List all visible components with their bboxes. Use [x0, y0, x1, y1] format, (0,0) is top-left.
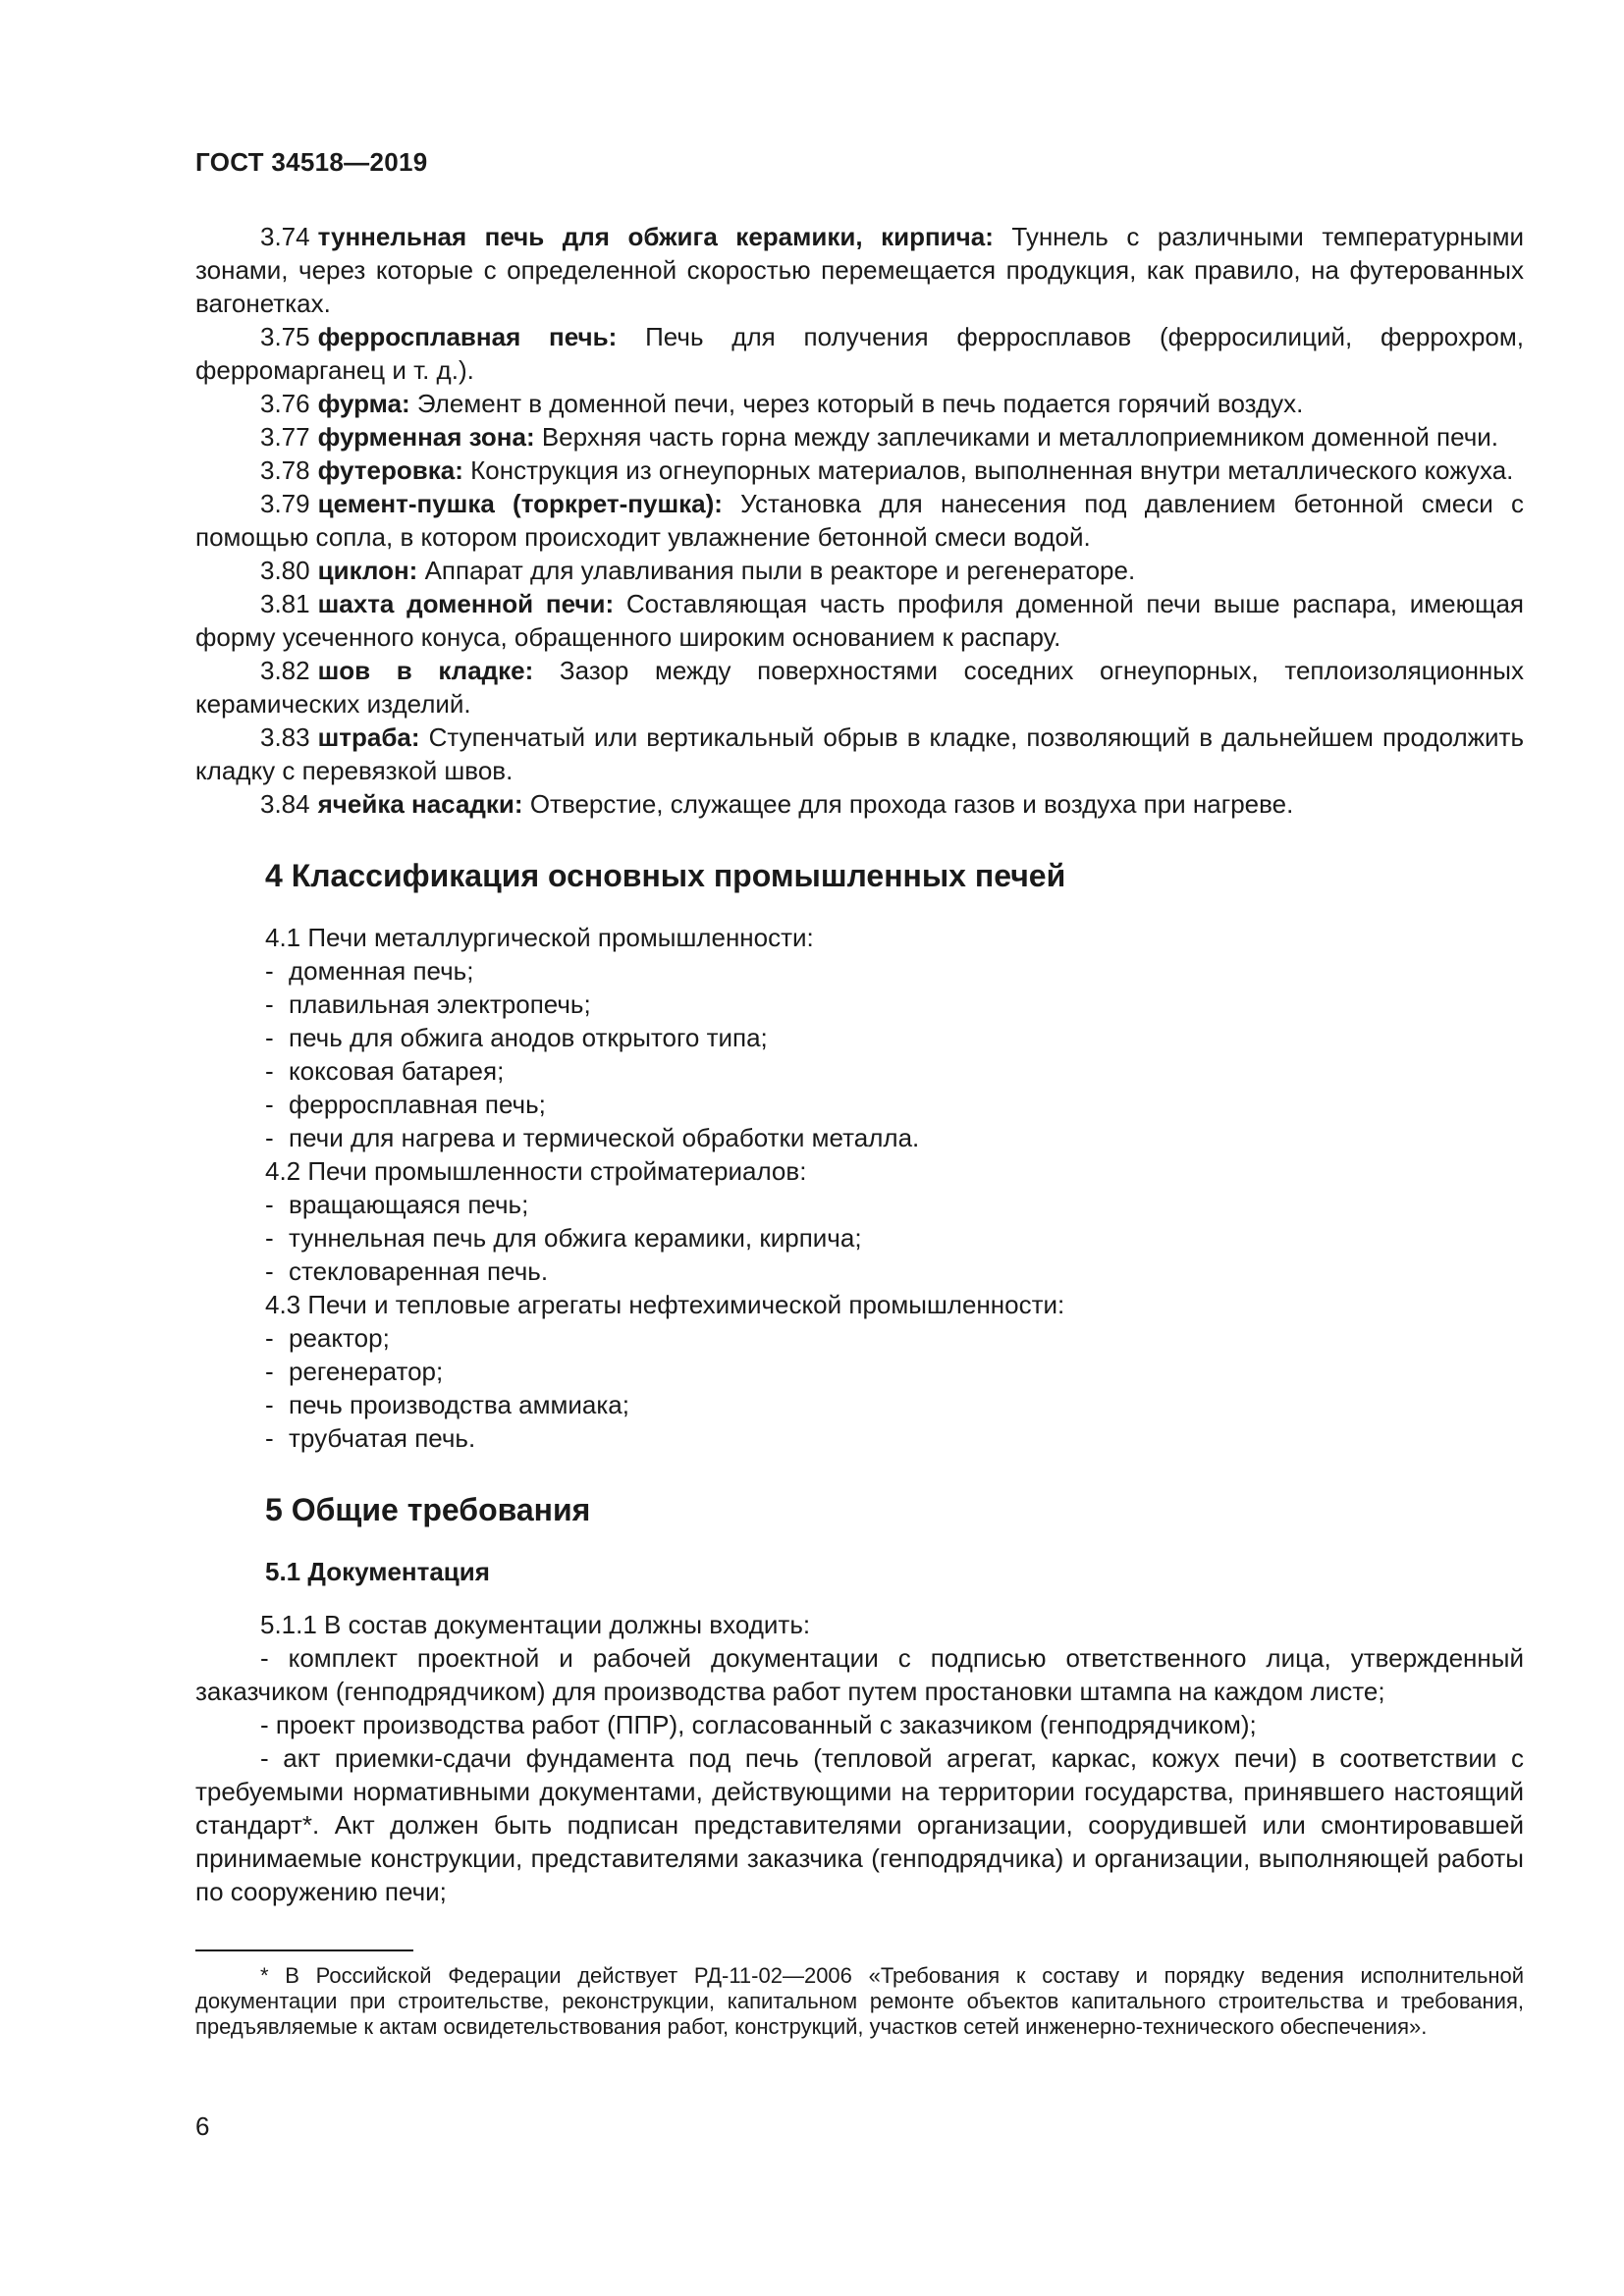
- group-heading: 4.2 Печи промышленности стройматериалов:: [265, 1156, 807, 1186]
- list-item: - доменная печь;: [265, 956, 474, 986]
- list-item: - реактор;: [265, 1323, 390, 1353]
- document-body: [195, 220, 1524, 1908]
- section-5-content: [195, 1608, 1524, 1908]
- group-heading: 4.1 Печи металлургической промышленности:: [265, 923, 814, 952]
- term-3-80: 3.80 циклон: Аппарат для улавливания пыли в реакторе и регенераторе.: [260, 556, 1136, 585]
- term-3-84: 3.84 ячейка насадки: Отверстие, служащее для прохода газов и воздуха при нагреве.: [260, 789, 1294, 819]
- section-5-title: 5 Общие требования: [265, 1492, 591, 1527]
- list-item: - печь производства аммиака;: [265, 1390, 629, 1419]
- term-3-81: 3.81 шахта доменной печи: Составляющая часть профиля доменной печи выше распара, имеющая форму усеченного конуса, обращенного широким основанием к распару.: [195, 589, 1524, 652]
- term-3-74: 3.74 туннельная печь для обжига керамики, кирпича: Туннель с различными температурными зонами, через которые с определенной скоростью перемещается продукция, как правило, на футерованных вагонетках.: [195, 222, 1524, 318]
- section-4-title: 4 Классификация основных промышленных печей: [265, 858, 1066, 893]
- document-header: ГОСТ 34518—2019: [195, 147, 428, 177]
- term-3-75: 3.75 ферросплавная печь: Печь для получения ферросплавов (ферросилиций, феррохром, ферромарганец и т. д.).: [195, 322, 1524, 385]
- term-3-78: 3.78 футеровка: Конструкция из огнеупорных материалов, выполненная внутри металлического кожуха.: [260, 455, 1514, 485]
- list-item: - туннельная печь для обжига керамики, кирпича;: [265, 1223, 862, 1253]
- paragraph: - акт приемки-сдачи фундамента под печь (тепловой агрегат, каркас, кожух печи) в соответствии с требуемыми нормативными документами, действующими на территории государства, принявшего настоящий стандарт*. Акт должен быть подписан представителями организации, соорудившей или смонтировавшей принимаемые конструкции, представителями заказчика (генподрядчика) и организации, выполняющей работы по сооружению печи;: [195, 1743, 1524, 1906]
- footnote: * В Российской Федерации действует РД-11-02—2006 «Требования к составу и порядку ведения исполнительной документации при строительстве, реконструкции, капитальном ремонте объектов капитального строительства и требования, предъявляемые к актам освидетельствования работ, конструкций, участков сетей инженерно-технического обеспечения».: [195, 1963, 1524, 2039]
- section-5-1-title: 5.1 Документация: [265, 1557, 490, 1586]
- list-item: - печь для обжига анодов открытого типа;: [265, 1023, 768, 1052]
- list-item: - ферросплавная печь;: [265, 1090, 546, 1119]
- group-heading: 4.3 Печи и тепловые агрегаты нефтехимической промышленности:: [265, 1290, 1065, 1319]
- list-item: - стекловаренная печь.: [265, 1256, 549, 1286]
- list-item: - регенератор;: [265, 1357, 444, 1386]
- paragraph: 5.1.1 В состав документации должны входить:: [260, 1610, 811, 1639]
- terms-list: [195, 220, 1524, 821]
- paragraph: - комплект проектной и рабочей документации с подписью ответственного лица, утвержденный заказчиком (генподрядчиком) для производства работ путем простановки штампа на каждом листе;: [195, 1643, 1524, 1706]
- term-3-79: 3.79 цемент-пушка (торкрет-пушка): Установка для нанесения под давлением бетонной смеси с помощью сопла, в котором происходит увлажнение бетонной смеси водой.: [195, 489, 1524, 552]
- page-number: 6: [195, 2111, 210, 2141]
- list-item: - трубчатая печь.: [265, 1423, 476, 1453]
- list-item: - вращающаяся печь;: [265, 1190, 529, 1219]
- list-item: - коксовая батарея;: [265, 1056, 505, 1086]
- term-3-82: 3.82 шов в кладке: Зазор между поверхностями соседних огнеупорных, теплоизоляционных керамических изделий.: [195, 656, 1524, 719]
- term-3-77: 3.77 фурменная зона: Верхняя часть горна между заплечиками и металлоприемником доменной печи.: [260, 422, 1499, 452]
- term-3-76: 3.76 фурма: Элемент в доменной печи, через который в печь подается горячий воздух.: [260, 389, 1304, 418]
- footnote-divider: [195, 1949, 413, 1951]
- section-4-list: [195, 921, 1524, 1455]
- list-item: - печи для нагрева и термической обработки металла.: [265, 1123, 920, 1152]
- paragraph: - проект производства работ (ППР), согласованный с заказчиком (генподрядчиком);: [260, 1710, 1257, 1739]
- term-3-83: 3.83 штраба: Ступенчатый или вертикальный обрыв в кладке, позволяющий в дальнейшем продолжить кладку с перевязкой швов.: [195, 722, 1524, 785]
- list-item: - плавильная электропечь;: [265, 989, 591, 1019]
